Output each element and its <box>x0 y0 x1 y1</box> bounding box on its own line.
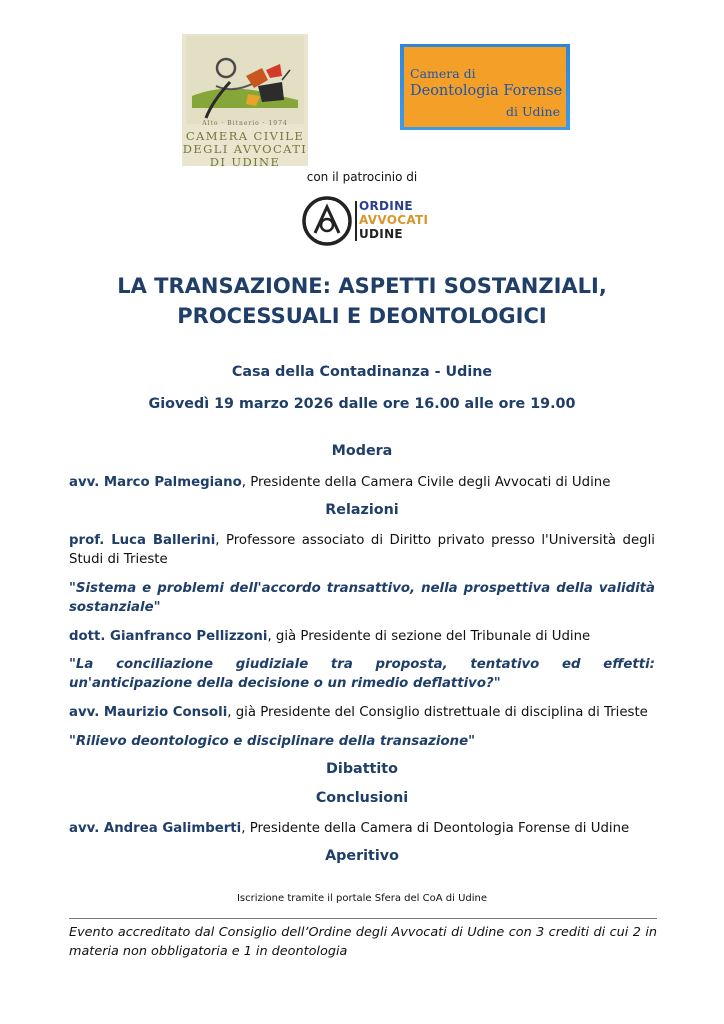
speaker-name: prof. Luca Ballerini <box>69 533 216 548</box>
conclusion-name: avv. Andrea Galimberti <box>69 821 242 836</box>
moderator-entry <box>69 473 655 492</box>
event-title-line1: LA TRANSAZIONE: ASPETTI SOSTANZIALI, <box>117 274 607 298</box>
modera-heading: Modera <box>331 443 393 459</box>
speaker-entry <box>69 531 655 569</box>
camera-deontologia-line3: di Udine <box>506 104 560 119</box>
footer-divider <box>69 918 657 919</box>
camera-civile-line1: CAMERA CIVILE <box>185 129 305 143</box>
event-title-line2: PROCESSUALI E DEONTOLOGICI <box>177 304 547 328</box>
moderator-name: avv. Marco Palmegiano <box>69 475 242 490</box>
talk-title: "Rilievo deontologico e disciplinare della transazione" <box>69 734 476 749</box>
speaker-role: , Professore associato di Diritto privato presso l'Università degli Studi di Trieste <box>69 533 655 567</box>
speaker-entry <box>69 703 655 722</box>
dibattito-heading: Dibattito <box>326 761 398 777</box>
ordine-avvocati-emblem-icon <box>301 195 353 247</box>
speaker-role: , già Presidente di sezione del Tribunale di Udine <box>267 629 591 644</box>
camera-civile-line3: DI UDINE <box>209 155 281 169</box>
ordine-avvocati-logo <box>301 195 429 247</box>
ordine-line1: ORDINE <box>359 199 413 213</box>
camera-civile-motto: Alto · Bitnerio · 1974 <box>202 120 288 127</box>
camera-civile-artwork <box>186 36 304 124</box>
camera-civile-line2: DEGLI AVVOCATI <box>182 142 308 156</box>
aperitivo-heading: Aperitivo <box>325 848 399 864</box>
camera-civile-logo <box>182 34 308 169</box>
speaker-entry <box>69 627 655 646</box>
accreditation-footer: Evento accreditato dal Consiglio dell’Ordine degli Avvocati di Udine con 3 crediti di cui 2 in materia non obbligatoria e 1 in deontologia <box>69 925 657 959</box>
conclusioni-heading: Conclusioni <box>315 790 409 806</box>
event-title <box>0 271 724 331</box>
speaker-role: , già Presidente del Consiglio distrettuale di disciplina di Trieste <box>227 705 648 720</box>
event-venue: Casa della Contadinanza - Udine <box>231 364 493 380</box>
camera-deontologia-logo-panel <box>404 47 566 127</box>
ordine-line3: UDINE <box>359 227 403 241</box>
patrocinio-text: con il patrocinio di <box>306 170 418 184</box>
camera-deontologia-line1: Camera di <box>410 66 476 81</box>
talk-title: "Sistema e problemi dell'accordo transattivo, nella prospettiva della validità sostanziale" <box>69 581 655 615</box>
ordine-line2: AVVOCATI <box>359 213 429 227</box>
speaker-name: avv. Maurizio Consoli <box>69 705 228 720</box>
camera-deontologia-logo <box>400 44 570 130</box>
ordine-divider <box>355 201 357 241</box>
conclusion-role: , Presidente della Camera di Deontologia Forense di Udine <box>241 821 630 836</box>
event-date: Giovedì 19 marzo 2026 dalle ore 16.00 alle ore 19.00 <box>148 396 576 412</box>
talk-title: "La conciliazione giudiziale tra proposta, tentativo ed effetti: un'anticipazione della decisione o un rimedio deflattivo?" <box>69 657 655 691</box>
moderator-role: , Presidente della Camera Civile degli Avvocati di Udine <box>241 475 611 490</box>
conclusion-entry <box>69 819 655 838</box>
camera-deontologia-line2: Deontologia Forense <box>410 83 563 99</box>
speaker-name: dott. Gianfranco Pellizzoni <box>69 629 268 644</box>
registration-note: Iscrizione tramite il portale Sfera del CoA di Udine <box>236 893 488 904</box>
relazioni-heading: Relazioni <box>325 502 399 518</box>
